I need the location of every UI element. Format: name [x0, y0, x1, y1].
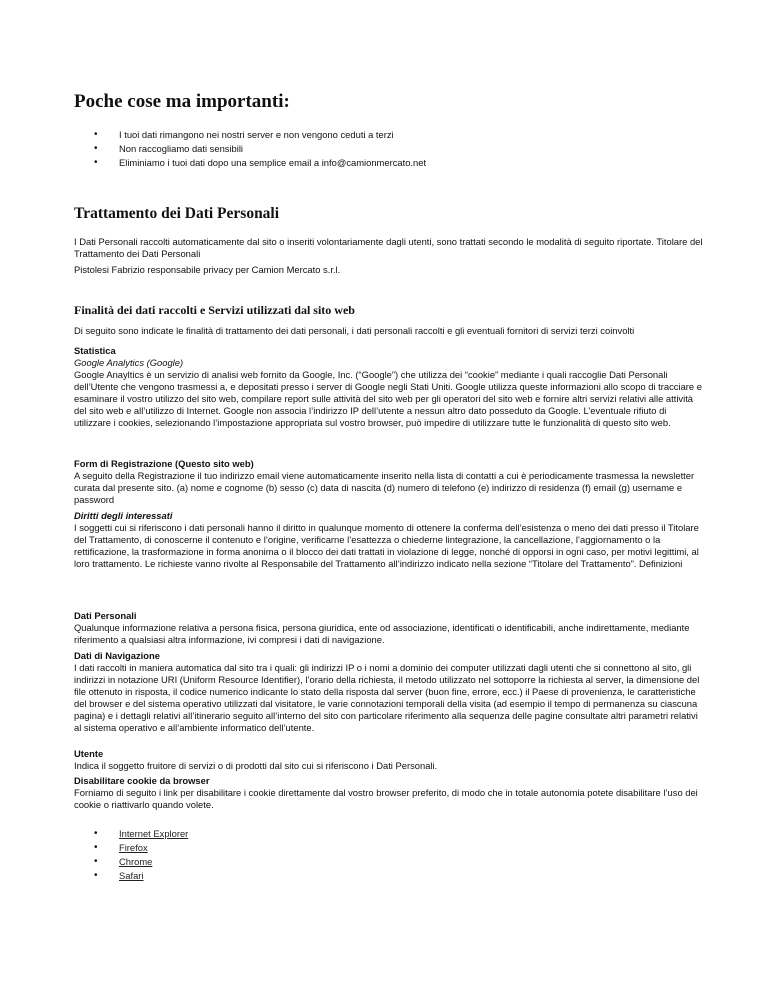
- statistica-section: [74, 345, 704, 429]
- cookie-section: [74, 775, 704, 811]
- form-section: [74, 458, 704, 506]
- bullet-icon: •: [94, 129, 98, 140]
- diritti-section: [74, 510, 704, 570]
- navigazione-label: Dati di Navigazione: [74, 650, 160, 661]
- statistica-text: Google Anayltics è un servizio di analisi web fornito da Google, Inc. (“Google”) che utilizza dei “cookie” mediante i quali raccoglie Dati Personali dell’Utente che vengono trasmessi a, e depositati presso i server di Google negli Stati Uniti. Google utilizza queste informazioni allo scopo di tracciare e esaminare il vostro utilizzo del sito web, compilare report sulle attività del sito web per gli operatori del sito web e fornire altri servizi relativi alle attività del sito web e all’utilizzo di Internet. Google non associa l’indirizzo IP dell’utente a nessun altro dato posseduto da Google. L’eventuale rifiuto di utilizzare i cookies, selezionando l’impostazione appropriata sul vostro browser, può impedire di utilizzare tutte le funzionalità di questo sito web.: [74, 369, 702, 428]
- bullet-icon: •: [94, 828, 98, 839]
- bullet-icon: •: [94, 143, 98, 154]
- list-item: [74, 869, 188, 883]
- link-chrome[interactable]: Chrome: [119, 856, 153, 867]
- list-item: • I tuoi dati rimangono nei nostri server e non vengono ceduti a terzi: [94, 129, 394, 140]
- bullet-icon: •: [94, 856, 98, 867]
- statistica-sublabel: Google Analytics (Google): [74, 357, 184, 368]
- utente-text: Indica il soggetto fruitore di servizi o di prodotti dal sito cui si riferiscono i Dati Personali.: [74, 760, 438, 771]
- navigazione-section: [74, 650, 704, 734]
- statistica-label: Statistica: [74, 345, 116, 356]
- section-title-finalita: Finalità dei dati raccolti e Servizi utilizzati dal sito web: [74, 303, 355, 317]
- dati-personali-section: [74, 610, 704, 646]
- diritti-text: I soggetti cui si riferiscono i dati personali hanno il diritto in qualunque momento di ottenere la conferma dell’esistenza o meno dei dati presso il Titolare del Trattamento, di conoscerne il contenuto e l’origine, verificarne l’esattezza o chiederne lintegrazione, la cancellazione, l’aggiornamento o la rettificazione, la trasformazione in forma anonima o il blocco dei dati trattati in violazione di legge, nonché di opporsi in ogni caso, per motivi legittimi, al loro trattamento. Le richieste vanno rivolte al Responsabile del Trattamento all’indirizzo indicato nella sezione “Titolare del Trattamento”. Definizioni: [74, 522, 699, 569]
- list-item: [74, 855, 188, 869]
- browser-link-list: [74, 827, 188, 883]
- utente-label: Utente: [74, 748, 104, 759]
- bullet-icon: •: [94, 870, 98, 881]
- bullet-icon: •: [94, 842, 98, 853]
- section-title-trattamento: Trattamento dei Dati Personali: [74, 205, 280, 222]
- form-text: A seguito della Registrazione il tuo indirizzo email viene automaticamente inserito nella lista di contatti a cui è periodicamente trasmessa la newsletter curata dal presente sito. (a) nome e cognome (b) sesso (c) data di nascita (d) numero di telefono (e) indirizzo di residenza (f) email (g) username e password: [74, 470, 695, 505]
- list-item: • Eliminiamo i tuoi dati dopo una semplice email a info@camionmercato.net: [94, 157, 427, 168]
- list-item: • Non raccogliamo dati sensibili: [94, 143, 244, 154]
- cookie-text: Forniamo di seguito i link per disabilitare i cookie direttamente dal vostro browser preferito, di modo che in totale autonomia potete disabilitare l’uso dei cookie o riattivarlo quando volete.: [74, 787, 698, 810]
- diritti-label: Diritti degli interessati: [74, 510, 173, 521]
- link-safari[interactable]: Safari: [119, 870, 144, 881]
- dati-personali-text: Qualunque informazione relativa a persona fisica, persona giuridica, ente od associazione, identificati o identificabili, anche indirettamente, mediante riferimento a qualsiasi altra informazione, ivi compresi i dati di navigazione.: [74, 622, 690, 645]
- dati-personali-label: Dati Personali: [74, 610, 137, 621]
- bullet-icon: •: [94, 157, 98, 168]
- form-label: Form di Registrazione (Questo sito web): [74, 458, 254, 469]
- trattamento-paragraph: I Dati Personali raccolti automaticamente dal sito o inseriti volontariamente dagli utenti, sono trattati secondo le modalità di seguito riportate. Titolare del Trattamento dei Dati Personali: [74, 236, 703, 259]
- finalita-paragraph: Di seguito sono indicate le finalità di trattamento dei dati personali, i dati personali raccolti e gli eventuali fornitori di servizi terzi coinvolti: [74, 325, 635, 336]
- utente-section: [74, 748, 704, 772]
- navigazione-text: I dati raccolti in maniera automatica dal sito tra i quali: gli indirizzi IP o i nomi a dominio dei computer utilizzati dagli utenti che si connettono al sito, gli indirizzi in notazione URI (Uniform Resource Identifier), l’orario della richiesta, il metodo utilizzato nel sottoporre la richiesta al server, la dimensione del file ottenuto in risposta, il codice numerico indicante lo stato della risposta dal server (buon fine, errore, ecc.) il Paese di provenienza, le caratteristiche del browser e del sistema operativo utilizzati dal visitatore, le varie connotazioni temporali della visita (ad esempio il tempo di permanenza su ciascuna pagina) e i dettagli relativi all’itinerario seguito all’interno del sito con particolare riferimento alla sequenza delle pagine consultate altri parametri relativi al sistema operativo e all’ambiente informatico dell’utente.: [74, 662, 700, 733]
- link-firefox[interactable]: Firefox: [119, 842, 148, 853]
- list-item: [74, 827, 188, 841]
- trattamento-owner: Pistolesi Fabrizio responsabile privacy per Camion Mercato s.r.l.: [74, 264, 341, 275]
- link-internet-explorer[interactable]: Internet Explorer: [119, 828, 189, 839]
- page-title: Poche cose ma importanti:: [74, 91, 290, 112]
- intro-bullet-list: [74, 128, 426, 170]
- cookie-label: Disabilitare cookie da browser: [74, 775, 210, 786]
- list-item: [74, 841, 188, 855]
